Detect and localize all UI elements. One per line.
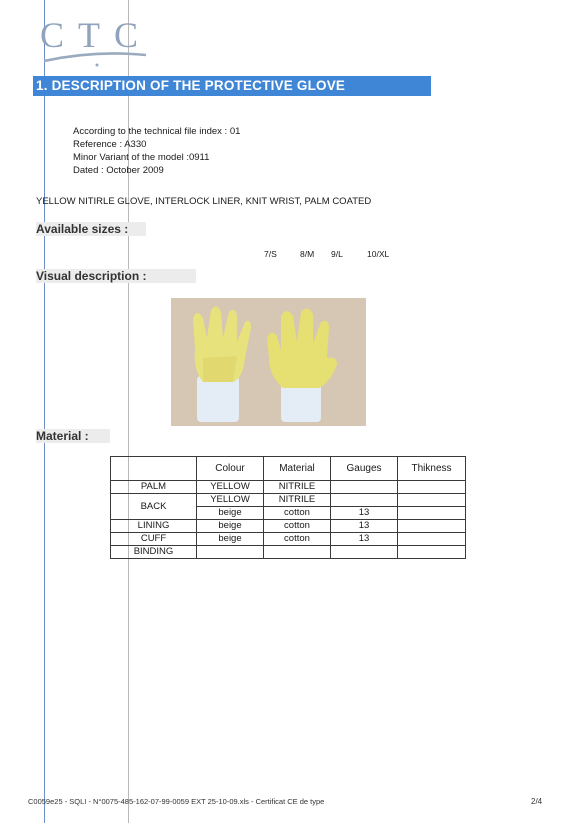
glove-pair-icon [171, 298, 366, 426]
table-cell [398, 546, 466, 559]
minor-variant: Minor Variant of the model :0911 [73, 152, 210, 163]
page-number: 2/4 [531, 797, 543, 806]
product-description: YELLOW NITIRLE GLOVE, INTERLOCK LINER, KNIT WRIST, PALM COATED [36, 196, 372, 207]
size-10xl: 10/XL [367, 249, 390, 259]
size-8m: 8/M [300, 249, 315, 259]
table-cell [331, 546, 398, 559]
header-cell: Gauges [331, 457, 398, 481]
table-cell: 13 [331, 533, 398, 546]
glove-photo [171, 298, 366, 426]
file-index: According to the technical file index : 01 [73, 126, 241, 137]
size-9l: 9/L [331, 249, 343, 259]
table-cell: cotton [264, 520, 331, 533]
table-row [111, 533, 466, 546]
row-label: CUFF [111, 533, 197, 546]
size-7s: 7/S [264, 249, 277, 259]
reference: Reference : A330 [73, 139, 147, 150]
table-cell [398, 533, 466, 546]
table-cell [398, 507, 466, 520]
material-label: Material : [36, 429, 89, 443]
table-cell: 13 [331, 507, 398, 520]
scan-line-blue [44, 0, 45, 823]
row-label: LINING [111, 520, 197, 533]
logo-swoosh-icon [40, 14, 153, 70]
table-cell: YELLOW [197, 494, 264, 507]
table-cell: cotton [264, 533, 331, 546]
table-cell [398, 520, 466, 533]
table-cell [331, 481, 398, 494]
table-cell [197, 546, 264, 559]
table-cell [398, 494, 466, 507]
table-cell: beige [197, 533, 264, 546]
table-row [111, 494, 466, 507]
logo-text: CTC [40, 15, 153, 55]
table-cell: 13 [331, 520, 398, 533]
footer-document-ref: C0059e25 - SQLI - N°0075-485-162-07-99-0059 EXT 25-10-09.xls - Certificat CE de type [28, 797, 325, 806]
header-cell: Colour [197, 457, 264, 481]
dated: Dated : October 2009 [73, 165, 164, 176]
scan-line-grey [128, 0, 129, 823]
header-cell: Thikness [398, 457, 466, 481]
section-title: 1. DESCRIPTION OF THE PROTECTIVE GLOVE [36, 78, 346, 93]
table-cell: beige [197, 520, 264, 533]
table-cell [398, 481, 466, 494]
sizes-label: Available sizes : [36, 222, 129, 236]
header-cell [111, 457, 197, 481]
header-cell: Material [264, 457, 331, 481]
ctc-logo [40, 14, 153, 70]
table-row [111, 481, 466, 494]
row-label: BACK [111, 494, 197, 520]
table-cell [331, 494, 398, 507]
table-cell: beige [197, 507, 264, 520]
table-cell: YELLOW [197, 481, 264, 494]
visual-label: Visual description : [36, 269, 147, 283]
table-header-row [111, 457, 466, 481]
table-row [111, 546, 466, 559]
material-table [110, 456, 466, 559]
table-cell [264, 546, 331, 559]
table-cell: NITRILE [264, 494, 331, 507]
technical-file-info [73, 125, 240, 177]
table-cell: cotton [264, 507, 331, 520]
row-label: PALM [111, 481, 197, 494]
table-cell: NITRILE [264, 481, 331, 494]
table-row [111, 520, 466, 533]
row-label: BINDING [111, 546, 197, 559]
